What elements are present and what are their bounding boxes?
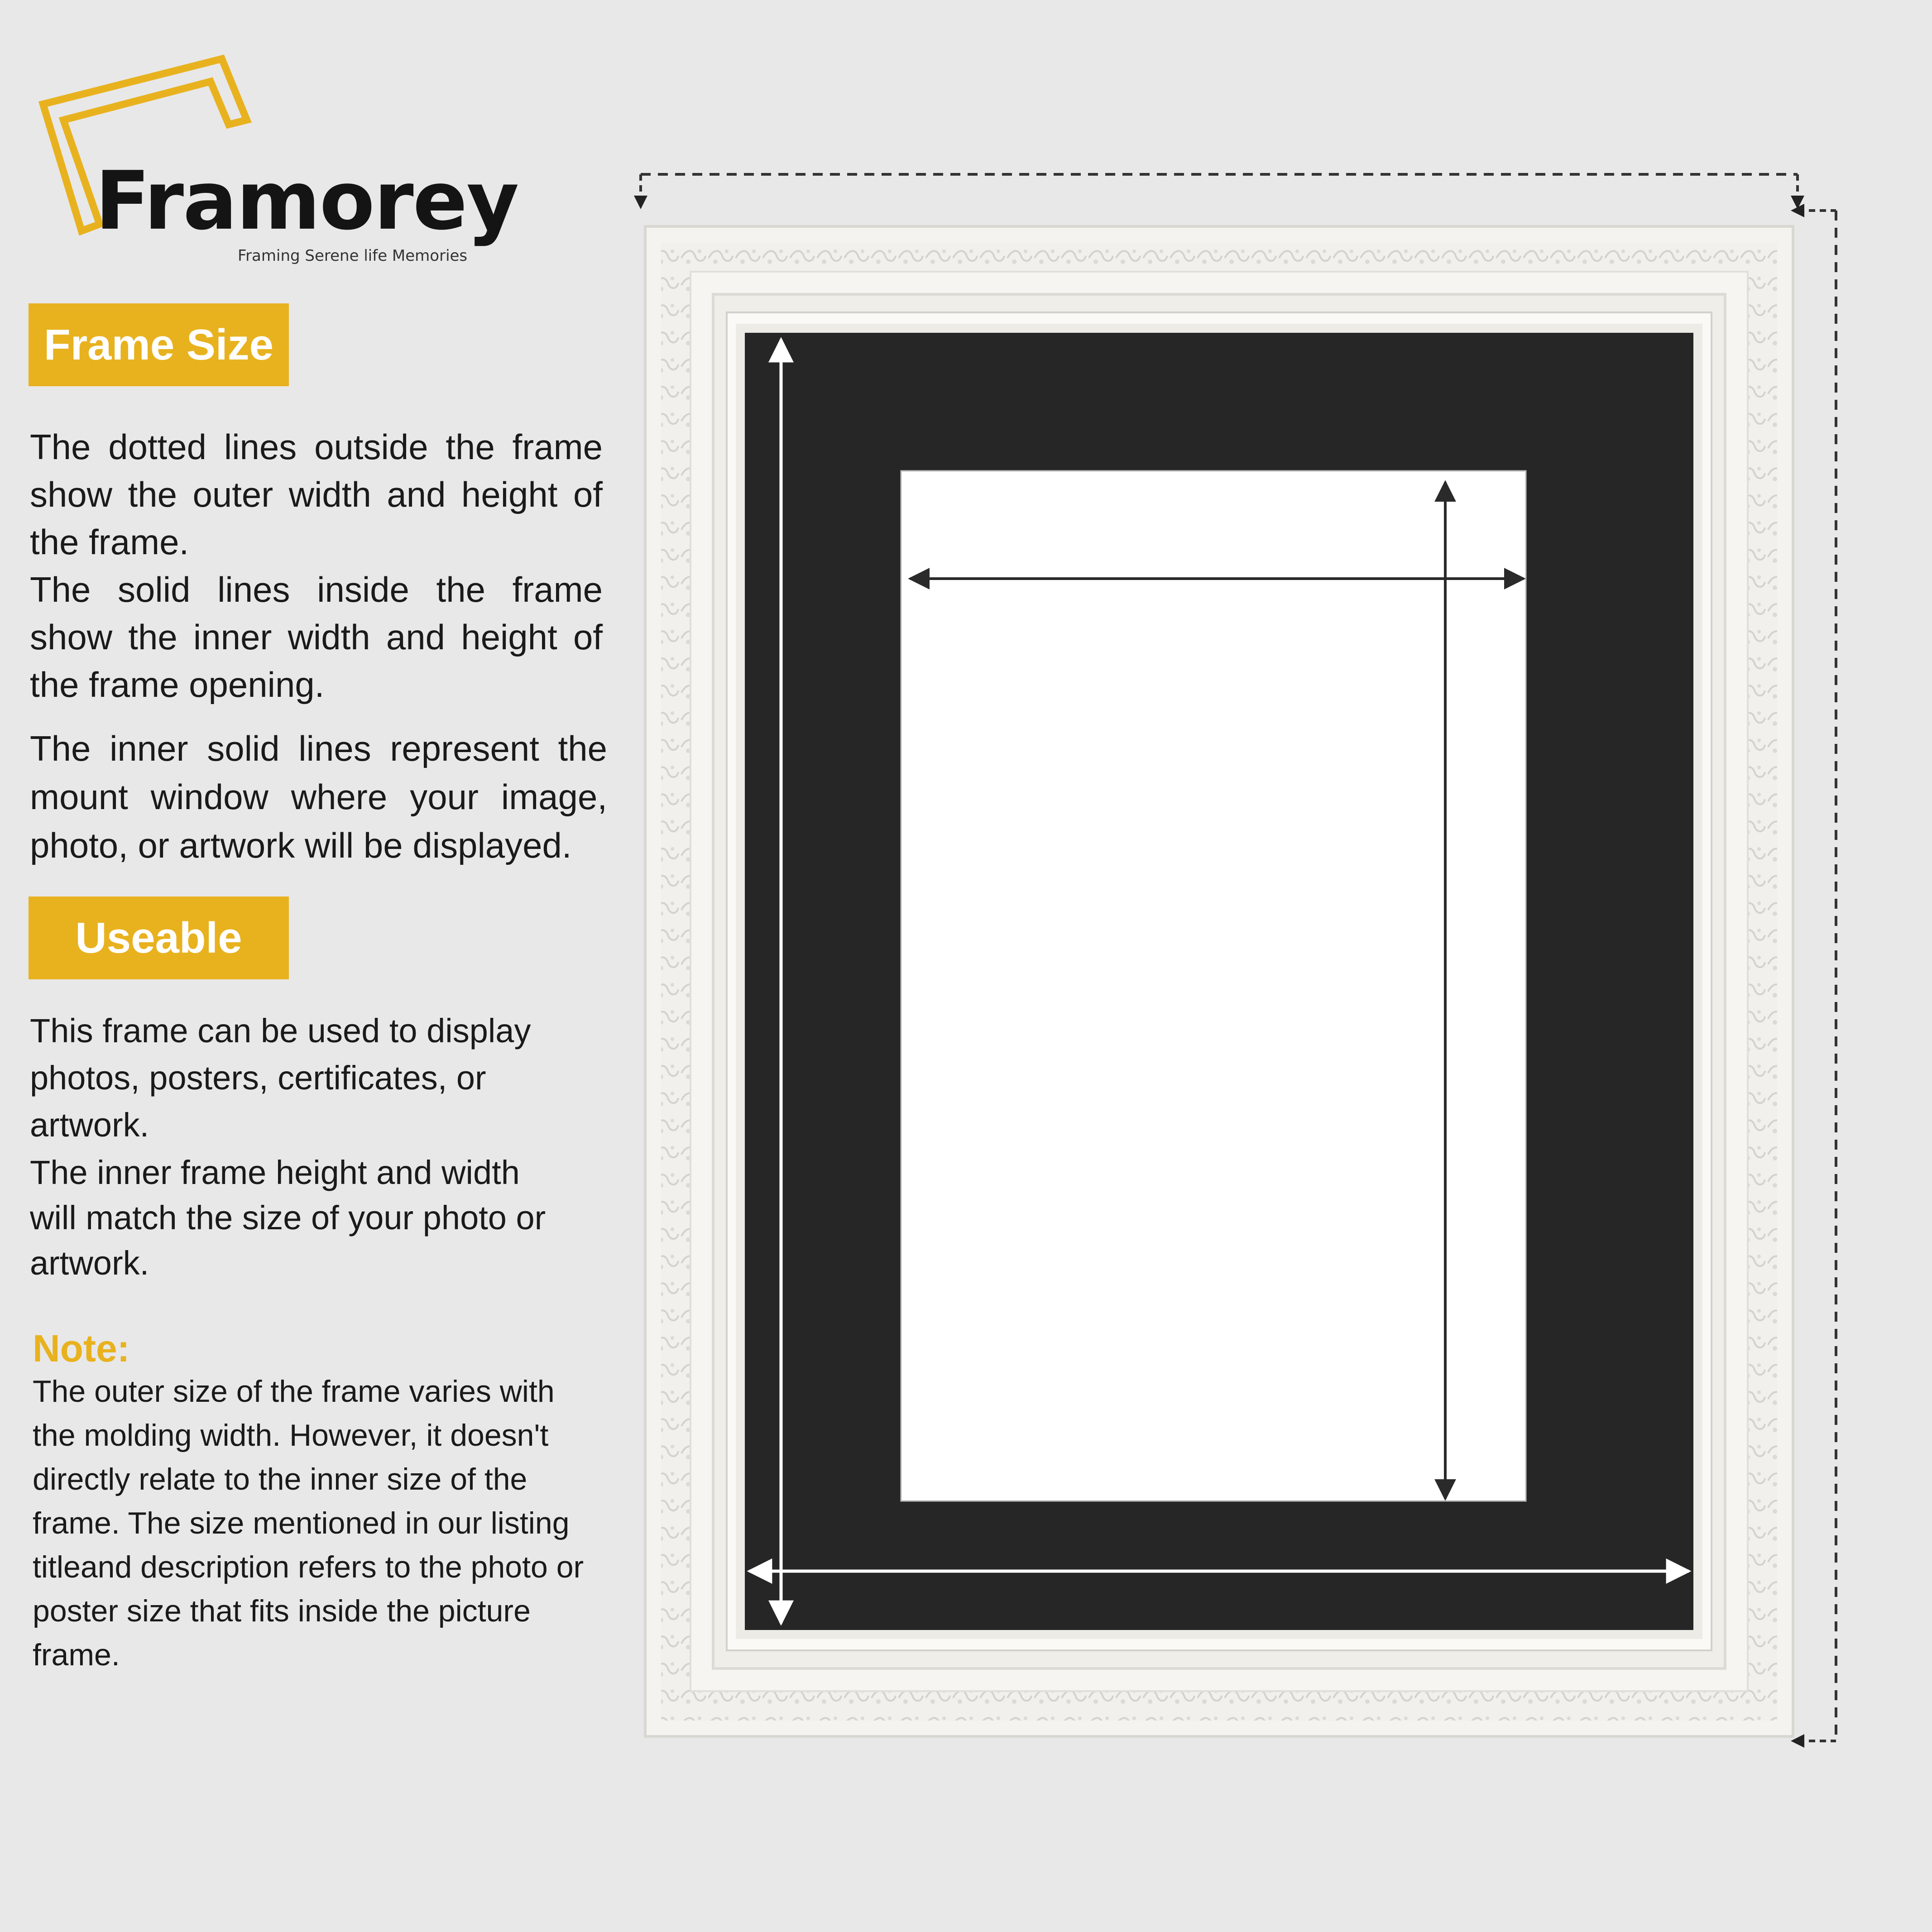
mount-window-description: The inner solid lines represent the mount window where your image, photo, or artwork will be displayed. <box>30 729 607 865</box>
outer-width-arrow <box>634 174 1804 209</box>
brand-tagline: Framing Serene life Memories <box>238 247 468 265</box>
outer-height-arrow <box>1791 204 1836 1748</box>
note-text: The outer size of the frame varies with the molding width. However, it doesn't directly relate to the inner size of the frame. The size mentioned in our listing titleand description refers to the photo or poster size that fits inside the picture frame. <box>33 1374 584 1672</box>
useable-badge: Useable <box>29 896 289 979</box>
brand-name: Framorey <box>95 154 518 248</box>
note-label: Note: <box>33 1327 130 1370</box>
usage-description: This frame can be used to display photos, posters, certificates, or artwork. <box>30 1012 531 1144</box>
inner-size-description: The inner frame height and width will match the size of your photo or artwork. <box>30 1154 546 1282</box>
mount-window <box>901 471 1526 1501</box>
frame-size-badge: Frame Size <box>29 303 289 386</box>
dotted-lines-description: The dotted lines outside the frame show the outer width and height of the frame. <box>30 427 603 562</box>
solid-lines-description: The solid lines inside the frame show the inner width and height of the frame opening. <box>30 570 603 705</box>
